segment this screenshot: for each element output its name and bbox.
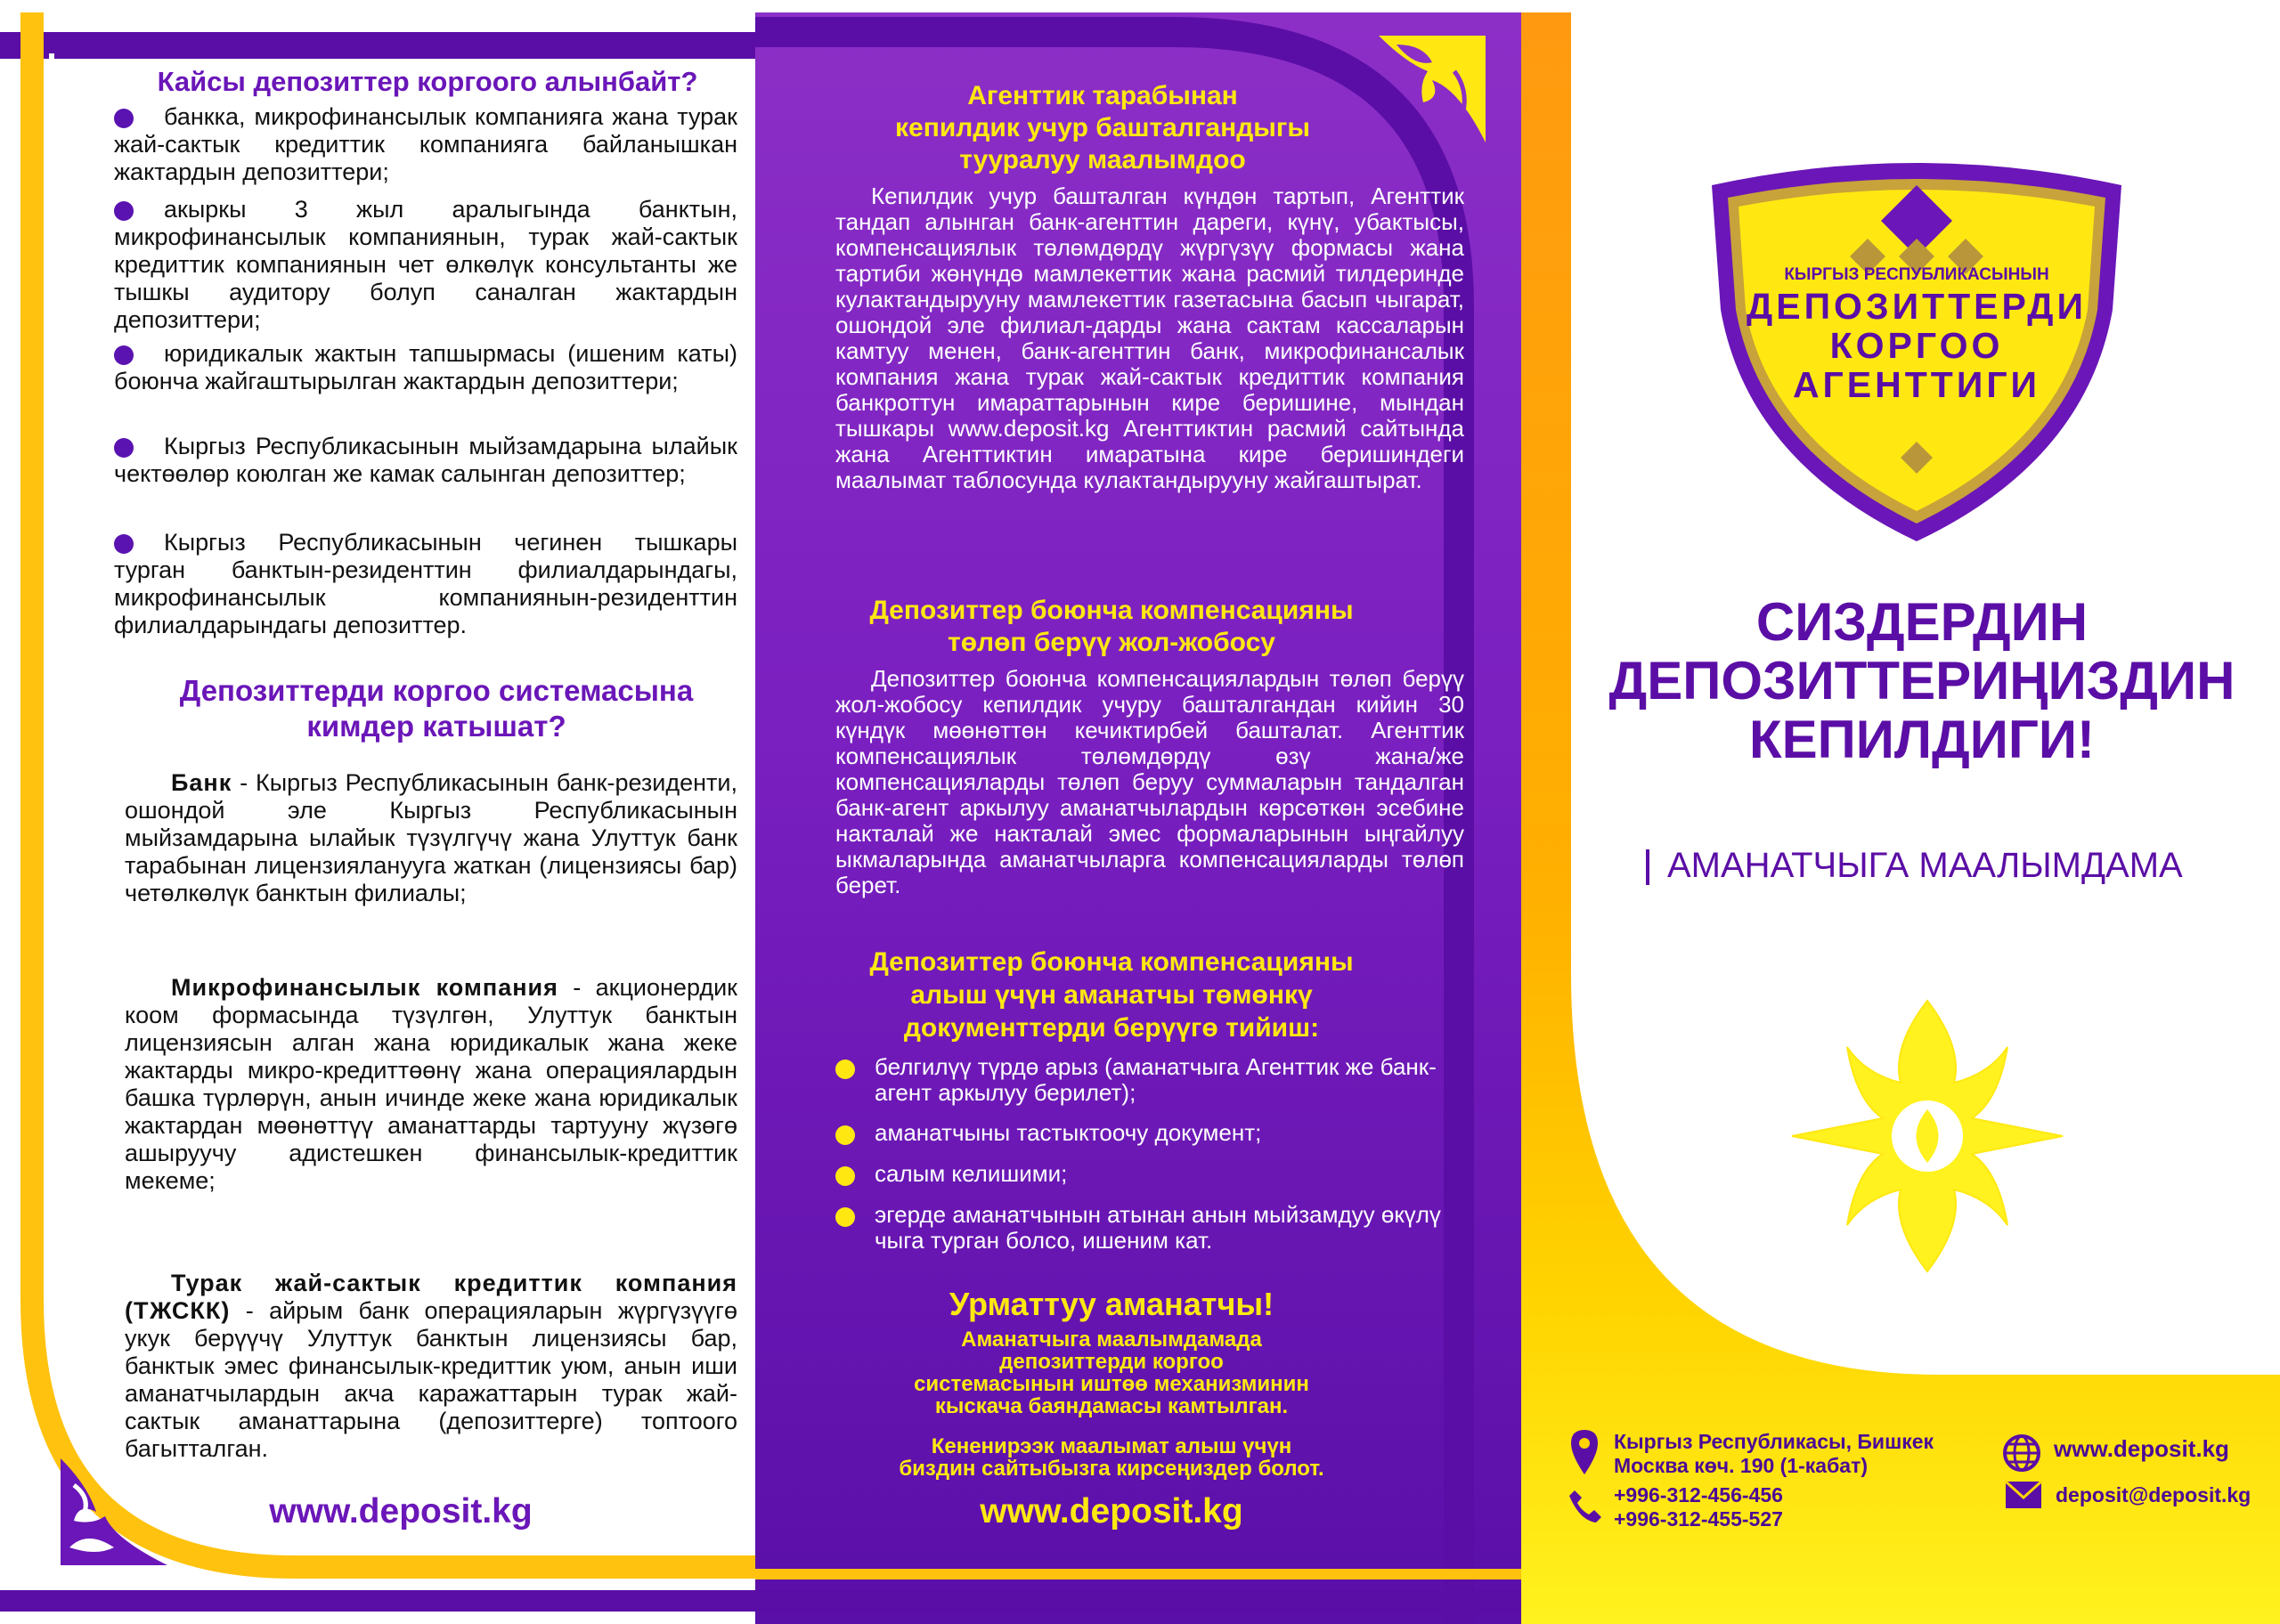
list-item: аманатчыны тастыктоочу документ; <box>835 1120 1477 1146</box>
phone-link[interactable]: +996-312-455-527 <box>1614 1507 1783 1531</box>
bullet-icon <box>835 1060 855 1079</box>
bullet-icon <box>835 1166 855 1186</box>
left-heading-not-protected: Кайсы депозиттер коргоого алынбайт? <box>157 66 698 97</box>
bullet-icon <box>835 1125 855 1145</box>
location-pin-icon <box>1571 1430 1598 1474</box>
ornament-icon <box>1370 27 1494 151</box>
left-website-link[interactable]: www.deposit.kg <box>269 1492 533 1531</box>
paragraph-housing-credit: Турак жай-сактык кредиттик компания (ТЖСКК) - айрым банк операцияларын жүргүзүүгө укук берүүчү Улуттук банктын лицензиясы бар, банктык эмес финансылык-кредиттик уюм, анын иши аманатчылардын акча каражаттарын турак жай-сактык аманаттарына (депозиттерге) топтоого багытталган. <box>125 1270 737 1462</box>
middle-greeting: Урматтуу аманатчы! <box>949 1286 1274 1322</box>
right-panel <box>1521 12 2280 1624</box>
email-link[interactable]: deposit@deposit.kg <box>2056 1483 2252 1506</box>
address: Кыргыз Республикасы, Бишкек Москва көч. 190 (1-кабат) <box>1614 1430 1934 1477</box>
bullet-icon <box>114 534 134 554</box>
phone-numbers <box>1614 1483 1988 1531</box>
phone-link[interactable]: +996-312-456-456 <box>1614 1483 1783 1506</box>
subtitle-bar <box>1646 849 1649 885</box>
envelope-icon <box>2004 1480 2043 1510</box>
page-title: СИЗДЕРДИН ДЕПОЗИТТЕРИҢИЗДИН КЕПИЛДИГИ! <box>1608 592 2235 769</box>
ornament-icon <box>1785 994 2070 1279</box>
middle-note-summary: Аманатчыга маалымдамада депозиттерди коргоо системасынын иштөө механизминин кыскача баяндамасы камтылган. <box>914 1328 1309 1418</box>
paragraph-microfinance: Микрофинансылык компания - акционердик коом формасында түзүлгөн, Улуттук банктын лицензиясын алган жана юридикалык жана жеке жактарды микро-кредиттөөнү жана операциялардын башка түрлөрүн, анын ичинде жеке жана юридикалык жактардан мөөнөттүү аманаттарды тартууну жүзөгө ашыруучу адистешкен финансылык-кредиттик мекеме; <box>125 974 737 1194</box>
ornament-icon <box>52 1449 176 1574</box>
list-item: Кыргыз Республикасынын чегинен тышкары турган банктын-резиденттин филиалдарындагы, микрофинансылык компаниянын-резиденттин филиалдарындагы депозиттер. <box>114 529 737 638</box>
subtitle: АМАНАТЧЫГА МААЛЫМДАМА <box>1646 846 2269 886</box>
logo-title: ДЕПОЗИТТЕРДИ КОРГОО АГЕНТТИГИ <box>1747 286 2087 405</box>
middle-text-payment-procedure: Депозиттер боюнча компенсациялардын төлөп берүү жол-жобосу кепилдик учуру башталгандан кийин 30 күндүк мөөнөттөн кечиктирбей башталат. Агенттик компенсациялык төлөмдөрдү өзү жана/же компенсацияларды төлөп беруу суммаларын тандалган банк-агент аркылуу аманатчылардын көрсөткөн эсебине накталай же накталай эмес формаларынын ыңгайлуу ыкмаларында аманатчыларга компенсацияларды төлөп берет. <box>835 665 1464 898</box>
list-item: банкка, микрофинансылык компанияга жана турак жай-сактык кредиттик компанияга байланышкан жактардын депозиттери; <box>114 103 737 185</box>
middle-heading-required-documents: Депозиттер боюнча компенсацияны алыш үчүн аманатчы төмөнкү документтерди берүүгө тийиш: <box>869 947 1354 1043</box>
list-item: юридикалык жактын тапшырмасы (ишеним каты) боюнча жайгаштырылган жактардын депозиттери; <box>114 340 737 394</box>
bullet-icon <box>114 438 134 458</box>
bullet-icon <box>114 109 134 128</box>
list-item: Кыргыз Республикасынын мыйзамдарына ылайык чектөөлөр коюлган же камак салынган депозиттер; <box>114 433 737 487</box>
bullet-icon <box>835 1207 855 1227</box>
list-item: акыркы 3 жыл аралыгында банктын, микрофинансылык компаниянын, турак жай-сактык кредиттик компаниянын чет өлкөлүк консультанты же тышкы аудитору болуп саналган жактардын депозиттери; <box>114 196 737 333</box>
middle-heading-guarantee-notice: Агенттик тарабынан кепилдик учур башталгандыгы тууралуу маалымдоо <box>895 81 1310 175</box>
list-item: эгерде аманатчынын атынан анын мыйзамдуу өкүлү чыга турган болсо, ишеним кат. <box>835 1202 1477 1254</box>
left-panel <box>0 0 755 1624</box>
paragraph-bank: Банк - Кыргыз Республикасынын банк-резиденти, ошондой эле Кыргыз Республикасынын мыйзамдарына ылайык түзүлгүчү жана Улуттук банк тарабынан лицензияланууга жаткан (лицензиясы бар) четөлкөлүк банктын филиалы; <box>125 769 737 906</box>
list-item: белгилүү түрдө арыз (аманатчыга Агенттик же банк-агент аркылуу берилет); <box>835 1054 1477 1106</box>
middle-heading-payment-procedure: Депозиттер боюнча компенсацияны төлөп берүү жол-жобосу <box>869 596 1354 657</box>
middle-panel <box>755 12 1521 1624</box>
middle-website-link[interactable]: www.deposit.kg <box>980 1492 1243 1531</box>
bullet-icon <box>114 201 134 221</box>
middle-text-guarantee-notice: Кепилдик учур башталган күндөн тартып, Агенттик тандап алынган банк-агенттин дареги, күнү, убактысы, компенсациялык төлөмдөрдү жүргүзүү формасы жана тартиби жөнүндө мамлекеттик жана расмий тилдеринде кулактандырууну мамлекеттик газетасына басып чыгарат, ошондой эле филиал-дарды жана сактам кассаларын камтуу менен, банк-агенттин банк, микрофинансалык компания жана турак жай-сактык кредиттик компания банкроттун имараттарынын кире беришине, мындан тышкары www.deposit.kg Агенттиктин расмий сайтында жана Агенттиктин имаратына кире беришиндеги маалымат таблосунда кулактандырууну жайгаштырат. <box>835 183 1464 493</box>
left-heading-participants: Депозиттерди коргоо системасына кимдер катышат? <box>179 674 694 743</box>
bullet-icon <box>114 345 134 365</box>
list-item: салым келишими; <box>835 1161 1477 1187</box>
phone-icon <box>1568 1489 1603 1524</box>
logo-caption-small: КЫРГЫЗ РЕСПУБЛИКАСЫНЫН <box>1784 265 2049 284</box>
globe-icon <box>2002 1433 2041 1473</box>
middle-note-website: Кенен​ирээк маалымат алыш үчүн биздин сайтыбызга кирсеңиздер болот. <box>899 1434 1324 1481</box>
website-link[interactable]: www.deposit.kg <box>2054 1435 2229 1462</box>
